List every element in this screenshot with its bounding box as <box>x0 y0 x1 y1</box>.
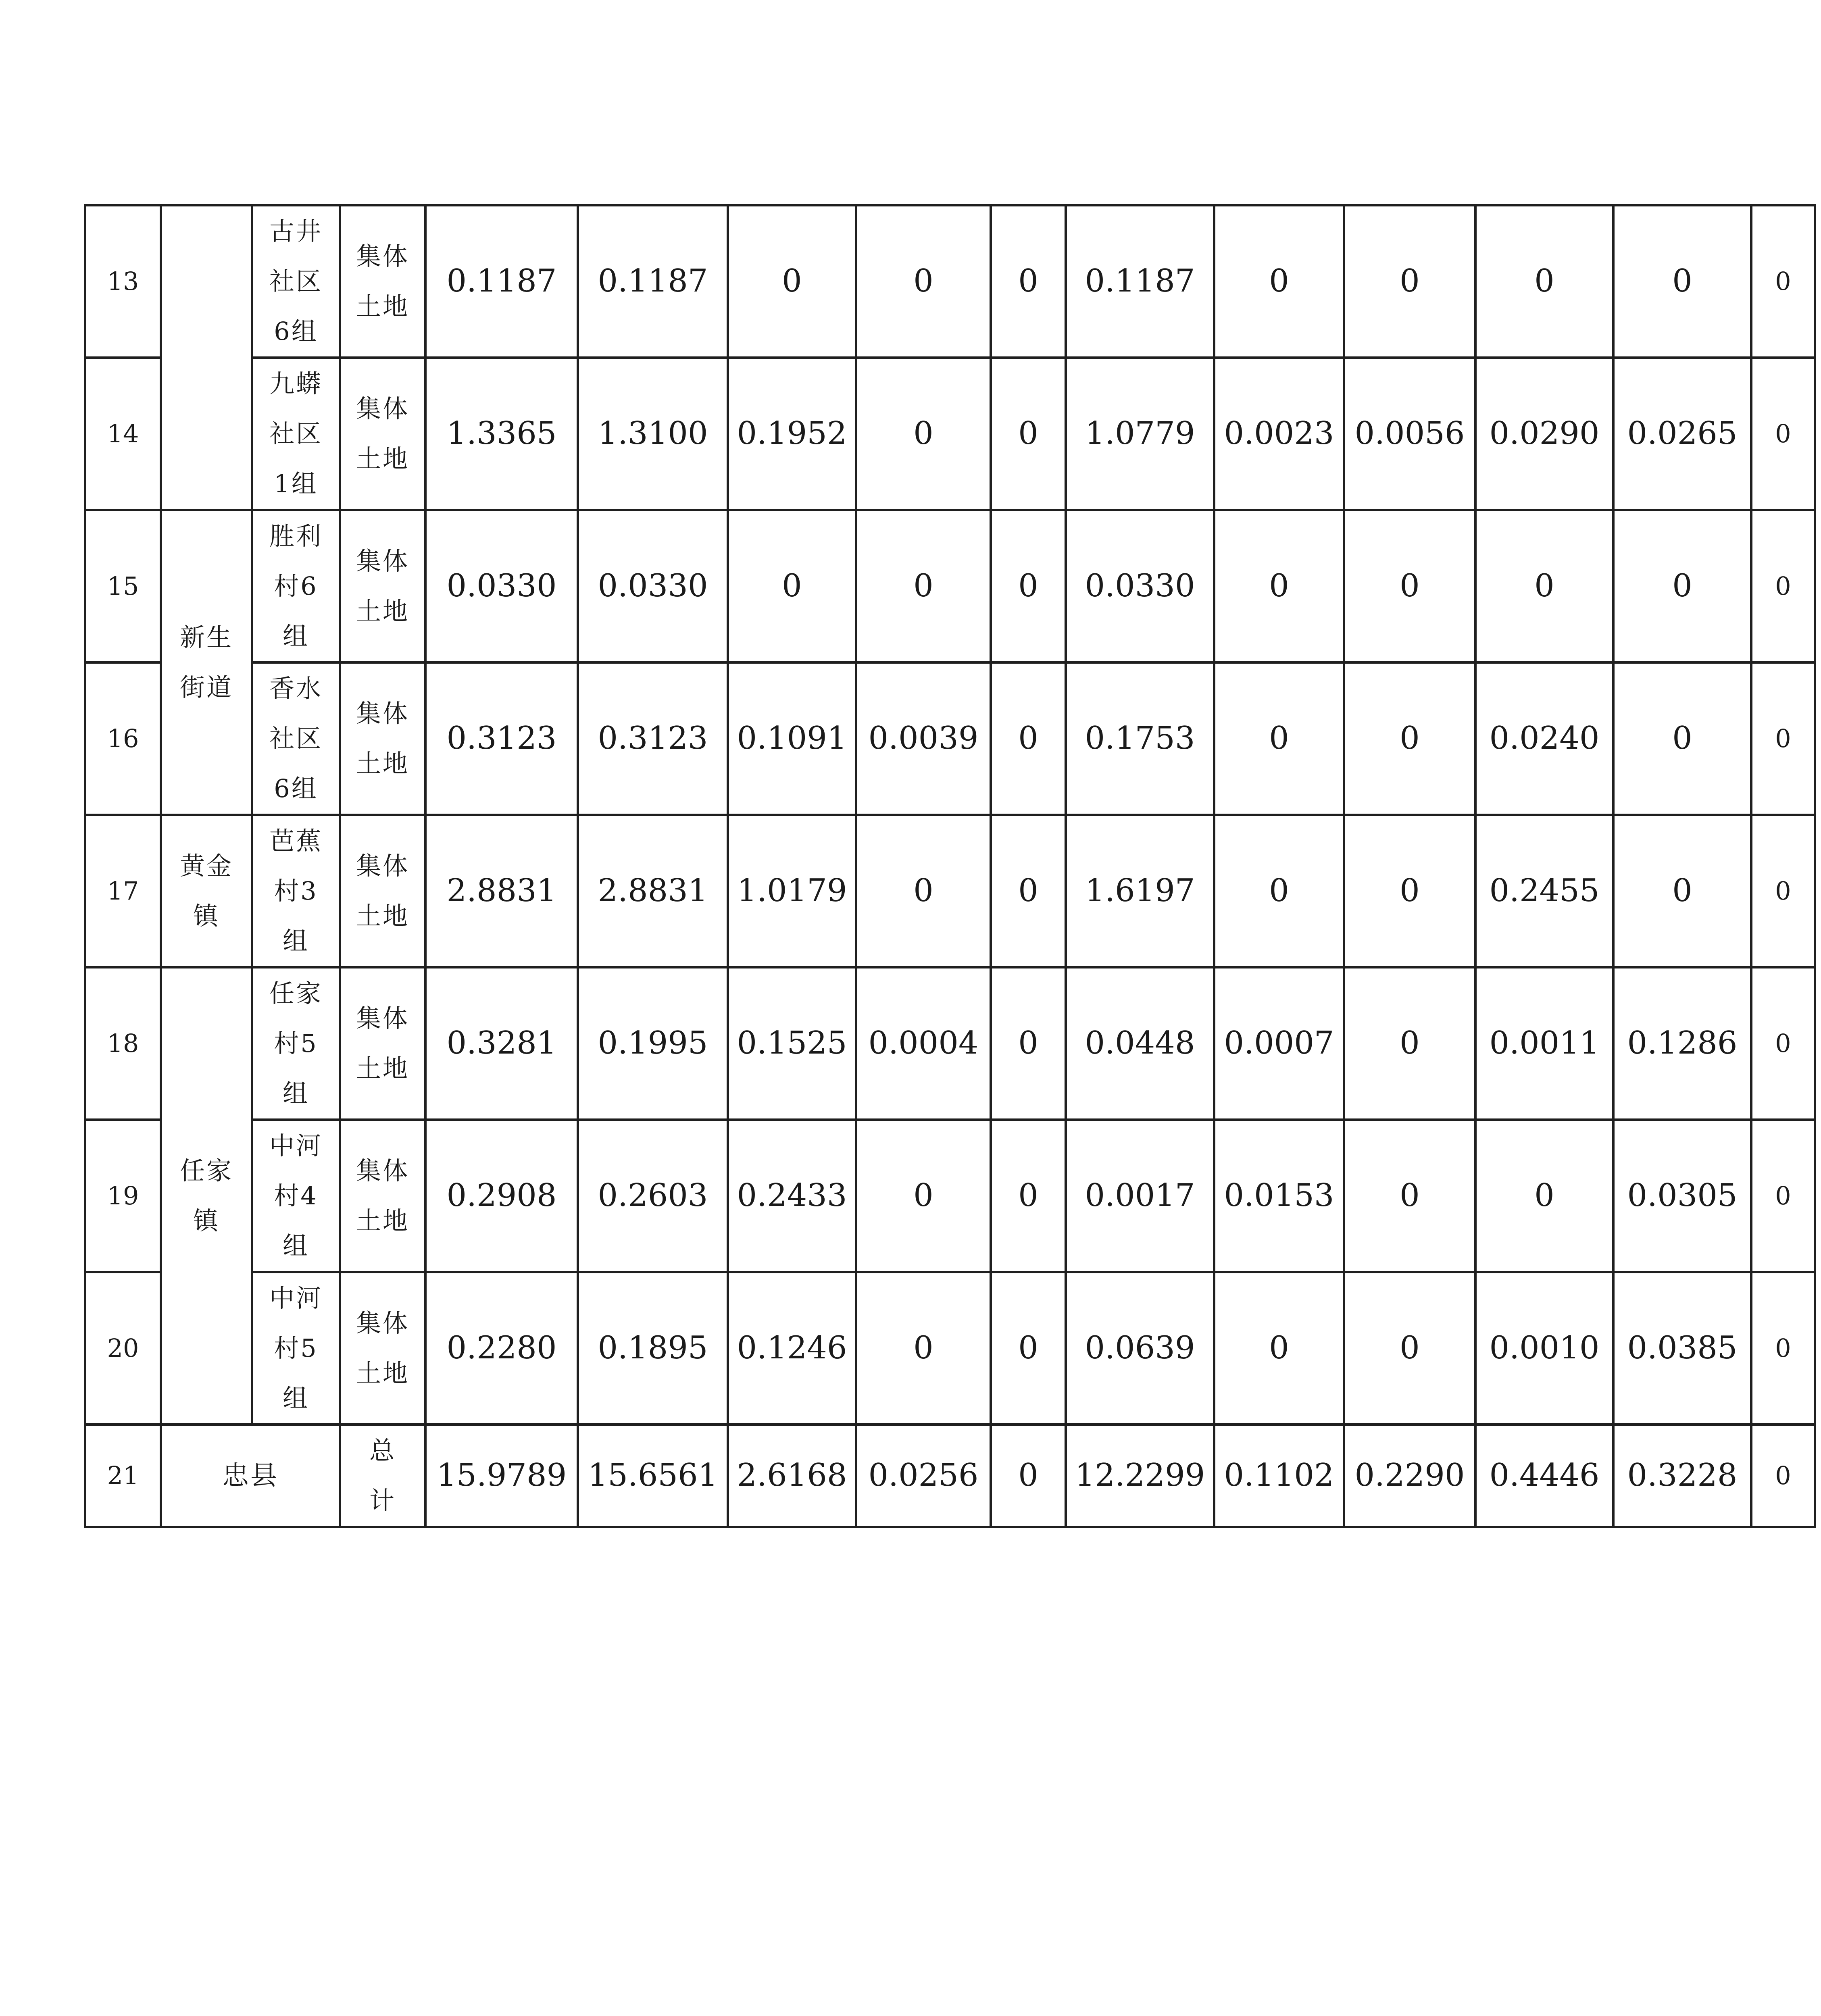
total-label: 总 计 <box>369 1436 396 1515</box>
total-value-cell: 0 <box>1751 1425 1815 1527</box>
area-value-cell: 0.0330 <box>425 510 578 662</box>
location-name: 九蟒 社区 1组 <box>269 369 323 498</box>
town-name: 任家 镇 <box>179 1156 233 1235</box>
area-value-cell: 1.3365 <box>425 358 578 510</box>
area-value-cell: 0.0290 <box>1475 358 1613 510</box>
area-value-cell: 0.1286 <box>1613 967 1751 1120</box>
row-number: 15 <box>85 510 161 662</box>
total-value-cell: 0.3228 <box>1613 1425 1751 1527</box>
area-value-cell: 0.0056 <box>1344 358 1475 510</box>
total-value-cell: 0.1102 <box>1214 1425 1344 1527</box>
table-row <box>85 205 1815 358</box>
total-value-cell: 0.2290 <box>1344 1425 1475 1527</box>
land-type-cell <box>340 1272 425 1425</box>
area-value-cell: 0 <box>856 358 991 510</box>
town-cell <box>161 205 252 510</box>
location-cell <box>252 815 340 967</box>
land-type: 集体 土地 <box>356 851 409 931</box>
area-value-cell: 0 <box>991 205 1066 358</box>
area-value-cell: 0 <box>1344 662 1475 815</box>
location-cell <box>252 967 340 1120</box>
location-name: 中河 村5 组 <box>269 1283 323 1413</box>
area-value-cell: 0 <box>1613 815 1751 967</box>
location-name: 任家 村5 组 <box>269 979 323 1108</box>
area-value-cell: 0 <box>1751 205 1815 358</box>
area-value-cell: 0.1246 <box>728 1272 856 1425</box>
area-value-cell: 0 <box>1613 510 1751 662</box>
area-value-cell: 0.0265 <box>1613 358 1751 510</box>
location-name: 香水 社区 6组 <box>269 674 323 803</box>
row-number: 20 <box>85 1272 161 1425</box>
area-value-cell: 0.1895 <box>578 1272 728 1425</box>
total-label-cell <box>340 1425 425 1527</box>
area-value-cell: 0.2908 <box>425 1120 578 1272</box>
area-value-cell: 0.0023 <box>1214 358 1344 510</box>
table-row <box>85 662 1815 815</box>
area-value-cell: 0.0330 <box>1066 510 1214 662</box>
table-row <box>85 1272 1815 1425</box>
area-value-cell: 0 <box>1751 967 1815 1120</box>
area-value-cell: 0 <box>991 662 1066 815</box>
county-name: 忠县 <box>161 1425 340 1527</box>
area-value-cell: 0.2455 <box>1475 815 1613 967</box>
total-value-cell: 15.6561 <box>578 1425 728 1527</box>
area-value-cell: 0.0639 <box>1066 1272 1214 1425</box>
total-value-cell: 0.4446 <box>1475 1425 1613 1527</box>
area-value-cell: 0 <box>1475 205 1613 358</box>
land-type: 集体 土地 <box>356 1004 409 1083</box>
area-value-cell: 0 <box>1344 815 1475 967</box>
total-value-cell: 15.9789 <box>425 1425 578 1527</box>
land-type: 集体 土地 <box>356 546 409 626</box>
row-number: 13 <box>85 205 161 358</box>
area-value-cell: 0 <box>1214 205 1344 358</box>
town-name: 新生 街道 <box>179 623 233 702</box>
area-value-cell: 0.3281 <box>425 967 578 1120</box>
area-value-cell: 0.1187 <box>425 205 578 358</box>
land-type: 集体 土地 <box>356 1156 409 1235</box>
area-value-cell: 0 <box>1475 1120 1613 1272</box>
location-name: 胜利 村6 组 <box>269 521 323 651</box>
location-cell <box>252 358 340 510</box>
total-value-cell: 2.6168 <box>728 1425 856 1527</box>
area-value-cell: 0.0017 <box>1066 1120 1214 1272</box>
area-value-cell: 0 <box>1751 1272 1815 1425</box>
area-value-cell: 0 <box>991 510 1066 662</box>
area-value-cell: 0 <box>1751 815 1815 967</box>
land-type-cell <box>340 662 425 815</box>
location-name: 中河 村4 组 <box>269 1131 323 1260</box>
area-value-cell: 0.0153 <box>1214 1120 1344 1272</box>
area-value-cell: 0.0007 <box>1214 967 1344 1120</box>
area-value-cell: 0 <box>991 1272 1066 1425</box>
area-value-cell: 0 <box>1475 510 1613 662</box>
area-value-cell: 0 <box>1751 510 1815 662</box>
location-cell <box>252 662 340 815</box>
area-value-cell: 0 <box>1214 815 1344 967</box>
location-name: 古井 社区 6组 <box>269 217 323 346</box>
area-value-cell: 0.0240 <box>1475 662 1613 815</box>
land-type-cell <box>340 1120 425 1272</box>
area-value-cell: 0.0448 <box>1066 967 1214 1120</box>
area-value-cell: 0.2280 <box>425 1272 578 1425</box>
area-value-cell: 0 <box>856 1120 991 1272</box>
land-table <box>84 204 1816 1528</box>
table-row <box>85 510 1815 662</box>
town-cell <box>161 510 252 815</box>
table-row <box>85 358 1815 510</box>
area-value-cell: 0.1187 <box>1066 205 1214 358</box>
row-number: 21 <box>85 1425 161 1527</box>
area-value-cell: 0.2433 <box>728 1120 856 1272</box>
area-value-cell: 0.1187 <box>578 205 728 358</box>
area-value-cell: 0 <box>1214 662 1344 815</box>
area-value-cell: 0 <box>1751 662 1815 815</box>
area-value-cell: 1.3100 <box>578 358 728 510</box>
area-value-cell: 0.1952 <box>728 358 856 510</box>
area-value-cell: 0.2603 <box>578 1120 728 1272</box>
area-value-cell: 0 <box>1751 358 1815 510</box>
area-value-cell: 0 <box>991 358 1066 510</box>
area-value-cell: 0 <box>1214 1272 1344 1425</box>
table-row <box>85 815 1815 967</box>
area-value-cell: 0 <box>856 205 991 358</box>
area-value-cell: 0.0305 <box>1613 1120 1751 1272</box>
total-row <box>85 1425 1815 1527</box>
area-value-cell: 0 <box>728 205 856 358</box>
location-cell <box>252 1272 340 1425</box>
area-value-cell: 0.0010 <box>1475 1272 1613 1425</box>
area-value-cell: 0.0385 <box>1613 1272 1751 1425</box>
location-cell <box>252 510 340 662</box>
town-cell <box>161 967 252 1425</box>
area-value-cell: 0 <box>991 815 1066 967</box>
land-type: 集体 土地 <box>356 242 409 321</box>
area-value-cell: 0.1995 <box>578 967 728 1120</box>
land-type-cell <box>340 510 425 662</box>
area-value-cell: 0.3123 <box>425 662 578 815</box>
total-value-cell: 0.0256 <box>856 1425 991 1527</box>
area-value-cell: 0 <box>856 510 991 662</box>
location-cell <box>252 205 340 358</box>
area-value-cell: 0.1525 <box>728 967 856 1120</box>
total-value-cell: 0 <box>991 1425 1066 1527</box>
area-value-cell: 0.0330 <box>578 510 728 662</box>
total-value-cell: 12.2299 <box>1066 1425 1214 1527</box>
row-number: 17 <box>85 815 161 967</box>
area-value-cell: 1.0779 <box>1066 358 1214 510</box>
table-row <box>85 967 1815 1120</box>
location-cell <box>252 1120 340 1272</box>
area-value-cell: 0 <box>991 1120 1066 1272</box>
area-value-cell: 2.8831 <box>578 815 728 967</box>
area-value-cell: 0 <box>1344 510 1475 662</box>
area-value-cell: 0.0011 <box>1475 967 1613 1120</box>
land-type-cell <box>340 967 425 1120</box>
area-value-cell: 0 <box>1613 662 1751 815</box>
town-cell <box>161 815 252 967</box>
land-type: 集体 土地 <box>356 699 409 778</box>
area-value-cell: 0 <box>1344 967 1475 1120</box>
table-row <box>85 1120 1815 1272</box>
land-type-cell <box>340 815 425 967</box>
area-value-cell: 1.0179 <box>728 815 856 967</box>
area-value-cell: 0 <box>1613 205 1751 358</box>
row-number: 18 <box>85 967 161 1120</box>
area-value-cell: 0.1753 <box>1066 662 1214 815</box>
area-value-cell: 0 <box>1344 1120 1475 1272</box>
area-value-cell: 0 <box>856 815 991 967</box>
area-value-cell: 0 <box>991 967 1066 1120</box>
area-value-cell: 0.0004 <box>856 967 991 1120</box>
land-type: 集体 土地 <box>356 1308 409 1388</box>
area-value-cell: 0 <box>728 510 856 662</box>
area-value-cell: 1.6197 <box>1066 815 1214 967</box>
row-number: 19 <box>85 1120 161 1272</box>
land-type-cell <box>340 205 425 358</box>
location-name: 芭蕉 村3 组 <box>269 826 323 956</box>
area-value-cell: 0.3123 <box>578 662 728 815</box>
area-value-cell: 0 <box>856 1272 991 1425</box>
town-name: 黄金 镇 <box>179 851 233 931</box>
land-type: 集体 土地 <box>356 394 409 473</box>
area-value-cell: 0 <box>1751 1120 1815 1272</box>
area-value-cell: 0.0039 <box>856 662 991 815</box>
land-type-cell <box>340 358 425 510</box>
area-value-cell: 0 <box>1344 205 1475 358</box>
area-value-cell: 2.8831 <box>425 815 578 967</box>
row-number: 14 <box>85 358 161 510</box>
area-value-cell: 0 <box>1214 510 1344 662</box>
row-number: 16 <box>85 662 161 815</box>
area-value-cell: 0 <box>1344 1272 1475 1425</box>
area-value-cell: 0.1091 <box>728 662 856 815</box>
